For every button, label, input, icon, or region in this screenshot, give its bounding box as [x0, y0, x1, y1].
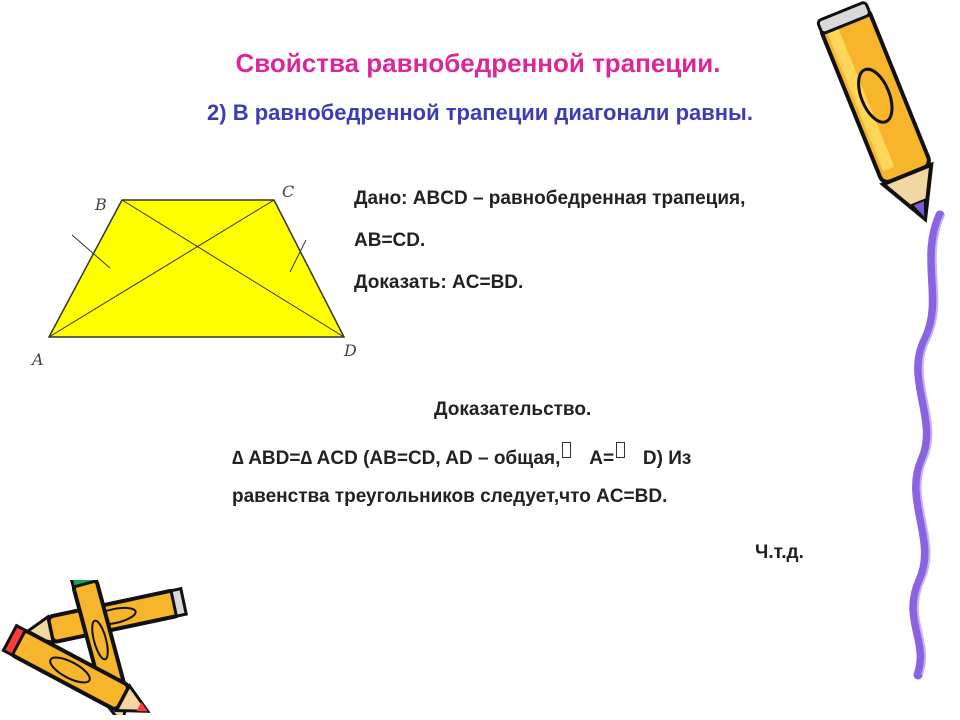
- decorative-border-icon: [900, 210, 960, 680]
- proof-line-1-part-2: A=: [589, 448, 615, 469]
- vertex-label-d: D: [344, 341, 357, 360]
- proof-line-1: [232, 442, 691, 470]
- given-line-1: Дано: ABCD – равнобедренная трапеция,: [354, 188, 746, 209]
- slide-title: Свойства равнобедренной трапеции.: [235, 48, 721, 78]
- angle-glyph-icon: [616, 442, 625, 458]
- given-line-2: AB=CD.: [354, 230, 426, 251]
- trapezoid-shape: [49, 200, 344, 337]
- angle-glyph-icon: [562, 442, 571, 458]
- vertex-label-a: A: [32, 350, 44, 369]
- proof-line-2: равенства треугольников следует,что AC=BD.: [232, 486, 668, 507]
- pencils-bottom-left-icon: [0, 580, 200, 715]
- pencil-top-right-icon: [800, 0, 960, 240]
- vertex-label-c: C: [282, 182, 295, 201]
- slide-subtitle: 2) В равнобедренной трапеции диагонали равны.: [207, 100, 753, 125]
- given-block: [354, 188, 745, 314]
- proof-line-1-part-1: ∆ ABD=∆ ACD (AB=CD, AD – общая,: [232, 448, 561, 469]
- prove-line: Доказать: AC=BD.: [354, 272, 524, 293]
- proof-line-1-part-3: D) Из: [642, 448, 692, 469]
- qed-text: Ч.т.д.: [755, 542, 804, 563]
- proof-heading: Доказательство.: [434, 399, 592, 420]
- vertex-label-b: B: [95, 195, 107, 214]
